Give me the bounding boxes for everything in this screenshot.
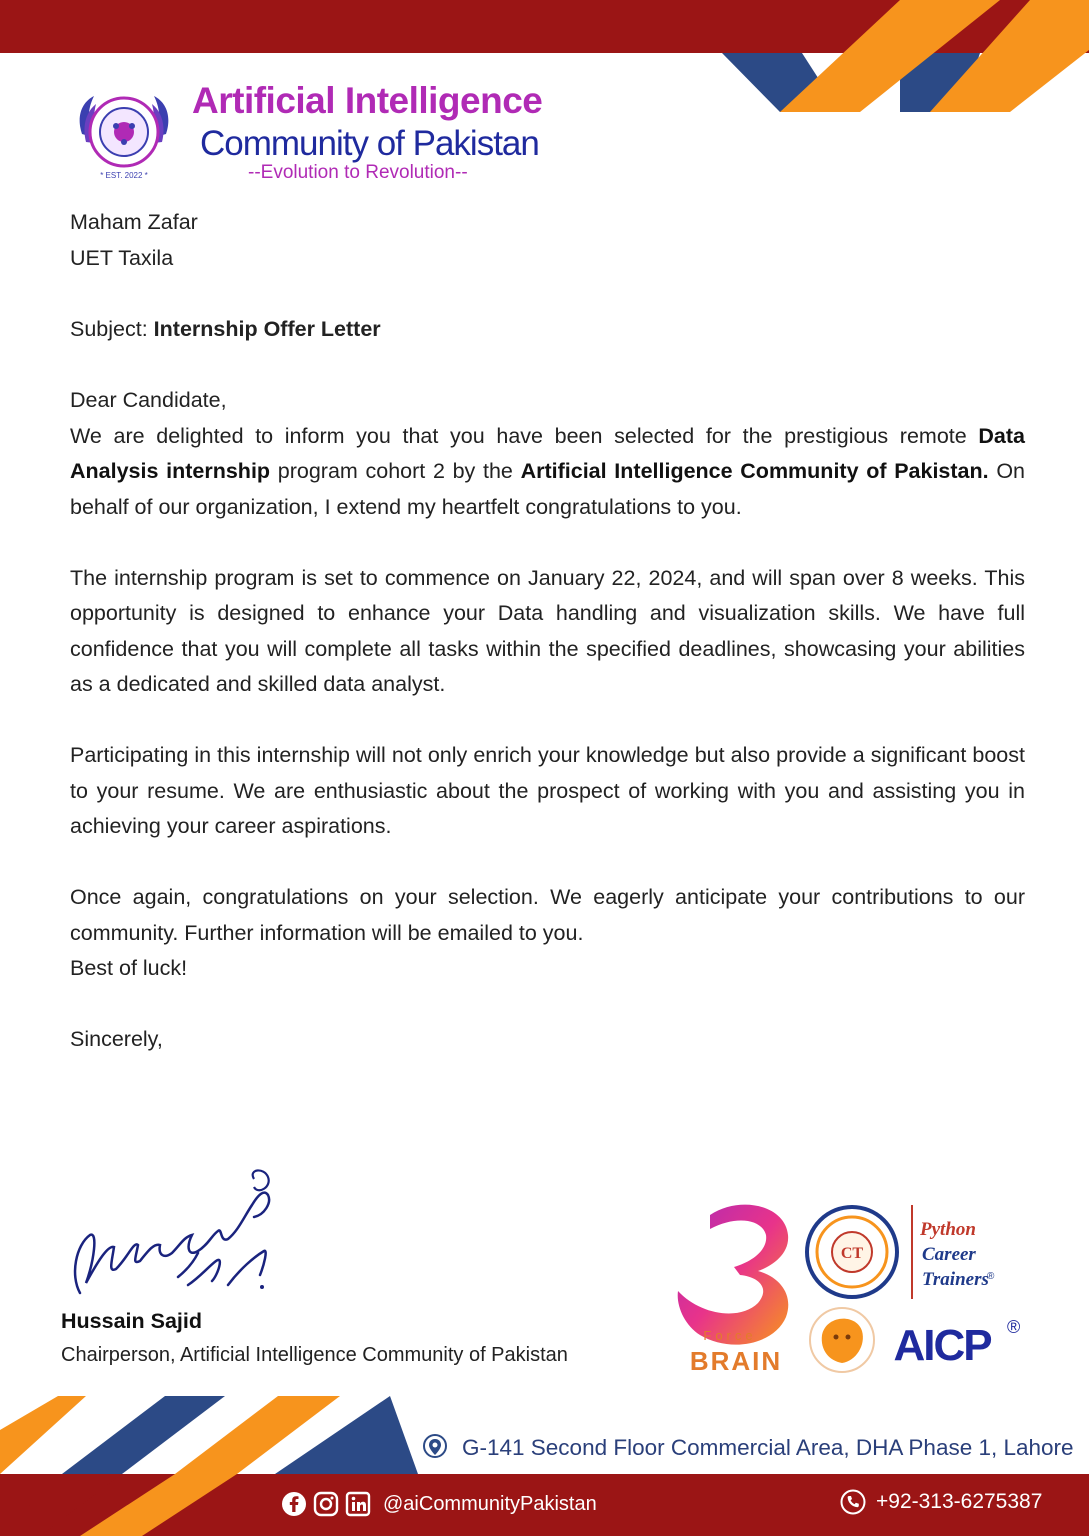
address-text: G-141 Second Floor Commercial Area, DHA Phase 1, Lahore [462,1435,1074,1460]
pct-monogram: CT [840,1245,864,1262]
phone-number[interactable]: +92-313-6275387 [876,1490,1043,1513]
pct-line1: Python [920,1219,976,1240]
brain-force-big-text: BRAIN [689,1346,783,1376]
footer-address [422,1433,1074,1463]
subject-label: Subject: [70,317,154,341]
recipient-name: Maham Zafar [70,210,198,234]
paragraph-3: Participating in this internship will not only enrich your knowledge but also provide a significant boost to your resume. We are enthusiastic about the prospect of working with you and assisting you in achieving your career aspirations. [70,743,1025,838]
pct-line2: Career [922,1244,976,1265]
org-tagline: --Evolution to Revolution-- [248,162,468,183]
aicp-registered-mark: ® [1007,1317,1021,1337]
footer-phone [840,1489,1042,1515]
paragraph-5: Best of luck! [70,956,188,980]
brain-force-small-text: Force [703,1328,757,1343]
org-name-title: Artificial Intelligence [192,80,543,121]
aicp-wordmark: AICP [893,1321,991,1370]
paragraph-1: We are delighted to inform you that you have been selected for the prestigious remote Data Analysis internship program cohort 2 by the Artificial Intelligence Community of Pakistan. On behalf of our organization, I extend my heartfelt congratulations to you. [70,423,1025,519]
linkedin-icon[interactable] [345,1491,371,1517]
salutation: Dear Candidate, [70,388,227,412]
subject-value: Internship Offer Letter [153,317,381,341]
facebook-icon[interactable] [281,1491,307,1517]
paragraph-4: Once again, congratulations on your selection. We eagerly anticipate your contributions to our community. Further information will be emailed to you. [70,885,1025,945]
logo-est-text: * EST. 2022 * [100,171,148,180]
paragraph-2: The internship program is set to commence on January 22, 2024, and will span over 8 weeks. This opportunity is designed to enhance your Data handling and visualization skills. We have full confidence that you will complete all tasks within the specified deadlines, showcasing your abilities as a dedicated and skilled data analyst. [70,565,1025,696]
pct-registered-mark: ® [987,1271,995,1282]
closing: Sincerely, [70,1027,163,1051]
instagram-icon[interactable] [313,1491,339,1517]
location-pin-icon [422,1433,448,1463]
social-handle[interactable]: @aiCommunityPakistan [383,1492,597,1515]
recipient-institution: UET Taxila [70,245,174,270]
signer-title: Chairperson, Artificial Intelligence Community of Pakistan [61,1344,568,1366]
pct-line3: Trainers [922,1269,989,1290]
signer-name: Hussain Sajid [61,1309,202,1333]
org-name-subtitle: Community of Pakistan [200,124,539,163]
phone-icon [840,1489,866,1515]
footer-social [281,1491,597,1517]
